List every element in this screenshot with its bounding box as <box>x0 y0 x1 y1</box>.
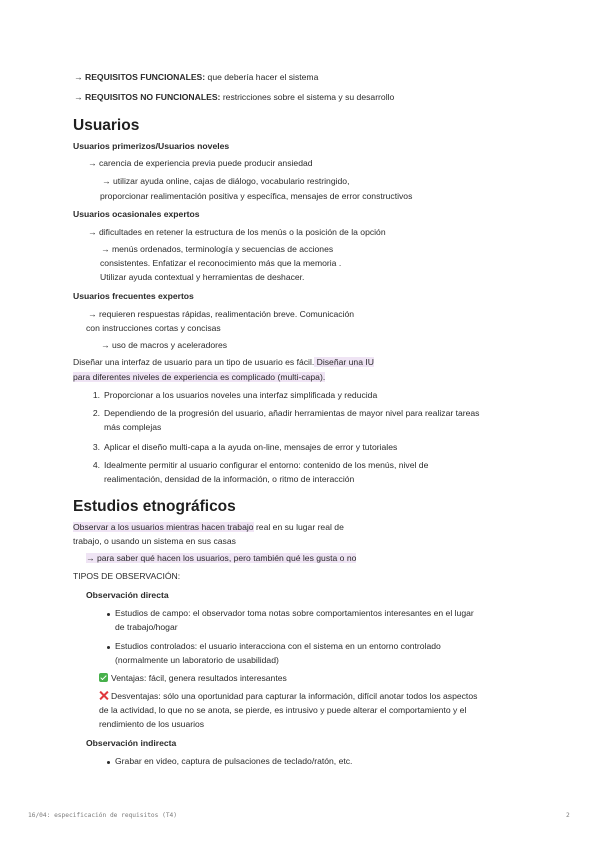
list-number: 2. <box>92 408 100 418</box>
ocasionales-line-3: consistentes. Enfatizar el reconocimiento más que la memoria . <box>100 258 342 268</box>
design-line-1 <box>73 357 374 368</box>
list-item-4 <box>86 460 428 471</box>
design-text-2: para diferentes niveles de experiencia es complicado (multi-capa). <box>73 372 326 382</box>
directa-bullet-2a: Estudios controlados: el usuario interacciona con el sistema en un entorno controlado <box>115 641 441 651</box>
ocasionales-line-4: Utilizar ayuda contextual y herramientas de deshacer. <box>100 272 305 282</box>
req-nofuncionales-line: → REQUISITOS NO FUNCIONALES: restricciones sobre el sistema y su desarrollo <box>74 92 395 102</box>
desventajas-line-2: de la actividad, lo que no se anota, se pierde, es intrusivo y puede alterar el comportamiento y el <box>99 705 467 715</box>
bullet-icon <box>107 613 110 616</box>
page-number: 2 <box>566 812 570 819</box>
tipos-observacion: TIPOS DE OBSERVACIÓN: <box>73 571 181 581</box>
etno-heading: Estudios etnográficos <box>73 498 236 515</box>
frecuentes-line-3: → uso de macros y aceleradores <box>101 340 228 350</box>
directa-heading: Observación directa <box>86 590 169 600</box>
primerizos-line-1: → carencia de experiencia previa puede producir ansiedad <box>88 158 313 168</box>
ocasionales-line-2: → menús ordenados, terminología y secuencias de acciones <box>101 244 334 254</box>
bullet-icon <box>107 646 110 649</box>
etno-text-1a: Observar a los usuarios mientras hacen trabajo <box>73 522 254 532</box>
directa-bullet-1b: de trabajo/hogar <box>115 622 178 632</box>
list-text: Idealmente permitir al usuario configurar el entorno: contenido de los menús, nivel de <box>104 460 429 470</box>
req-nofuncionales-label: REQUISITOS NO FUNCIONALES: <box>84 92 221 102</box>
primerizos-line-3: proporcionar realimentación positiva y específica, mensajes de error constructivos <box>100 191 413 201</box>
bullet-icon <box>107 761 110 764</box>
list-text: Aplicar el diseño multi-capa a la ayuda on-line, mensajes de error y tutoriales <box>104 442 398 452</box>
etno-line-3 <box>86 553 356 564</box>
ocasionales-line-1: → dificultades en retener la estructura de los menús o la posición de la opción <box>88 227 386 237</box>
req-funcionales-text: que debería hacer el sistema <box>205 72 319 82</box>
ventajas-line <box>99 673 287 684</box>
req-funcionales-label: REQUISITOS FUNCIONALES: <box>84 72 206 82</box>
list-text: Dependiendo de la progresión del usuario, añadir herramientas de mayor nivel para realizar tareas <box>104 408 480 418</box>
req-funcionales-line: → REQUISITOS FUNCIONALES: que debería hacer el sistema <box>74 72 319 82</box>
list-number: 3. <box>92 442 100 452</box>
design-text-1a: Diseñar una interfaz de usuario para un tipo de usuario es fácil. <box>73 357 315 367</box>
frecuentes-heading: Usuarios frecuentes expertos <box>73 291 194 301</box>
list-number: 1. <box>92 390 100 400</box>
cross-icon <box>99 691 108 700</box>
indirecta-heading: Observación indirecta <box>86 738 177 748</box>
primerizos-heading: Usuarios primerizos/Usuarios noveles <box>73 141 230 151</box>
list-item-2-cont: más complejas <box>104 422 162 432</box>
ventajas-text: Ventajas: fácil, genera resultados interesantes <box>111 673 287 683</box>
frecuentes-line-1: → requieren respuestas rápidas, realimentación breve. Comunicación <box>88 309 355 319</box>
list-item-2 <box>86 408 479 419</box>
list-item-4-cont: realimentación, densidad de la información, o ritmo de interacción <box>104 474 355 484</box>
design-text-1b: Diseñar una IU <box>314 357 374 367</box>
etno-text-1b: real en su lugar real de <box>253 522 344 532</box>
directa-bullet-2b: (normalmente un laboratorio de usabilidad) <box>115 655 279 665</box>
indirecta-bullet-1: Grabar en video, captura de pulsaciones de teclado/ratón, etc. <box>115 756 353 766</box>
desventajas-line-1 <box>99 691 477 702</box>
etno-line-2: trabajo, o usando un sistema en sus casas <box>73 536 236 546</box>
check-icon <box>99 673 108 682</box>
directa-bullet-1a: Estudios de campo: el observador toma notas sobre comportamientos interesantes en el lugar <box>115 608 474 618</box>
design-line-2 <box>73 372 325 383</box>
etno-line-1 <box>73 522 344 533</box>
usuarios-heading: Usuarios <box>73 117 140 134</box>
footer-title: 16/04: especificación de requisitos (T4) <box>28 812 178 819</box>
ocasionales-heading: Usuarios ocasionales expertos <box>73 209 200 219</box>
primerizos-line-2: → utilizar ayuda online, cajas de diálogo, vocabulario restringido, <box>102 176 350 186</box>
desventajas-text-1: Desventajas: sólo una oportunidad para capturar la información, difícil anotar todos los aspectos <box>111 691 478 701</box>
frecuentes-line-2: con instrucciones cortas y concisas <box>86 323 221 333</box>
list-item-3 <box>86 442 397 453</box>
desventajas-line-3: rendimiento de los usuarios <box>99 719 205 729</box>
list-item-1 <box>86 390 377 401</box>
req-nofuncionales-text: restricciones sobre el sistema y su desarrollo <box>220 92 395 102</box>
etno-text-3: → para saber qué hacen los usuarios, pero también qué les gusta o no <box>86 553 357 563</box>
list-text: Proporcionar a los usuarios noveles una interfaz simplificada y reducida <box>104 390 378 400</box>
list-number: 4. <box>92 460 100 470</box>
